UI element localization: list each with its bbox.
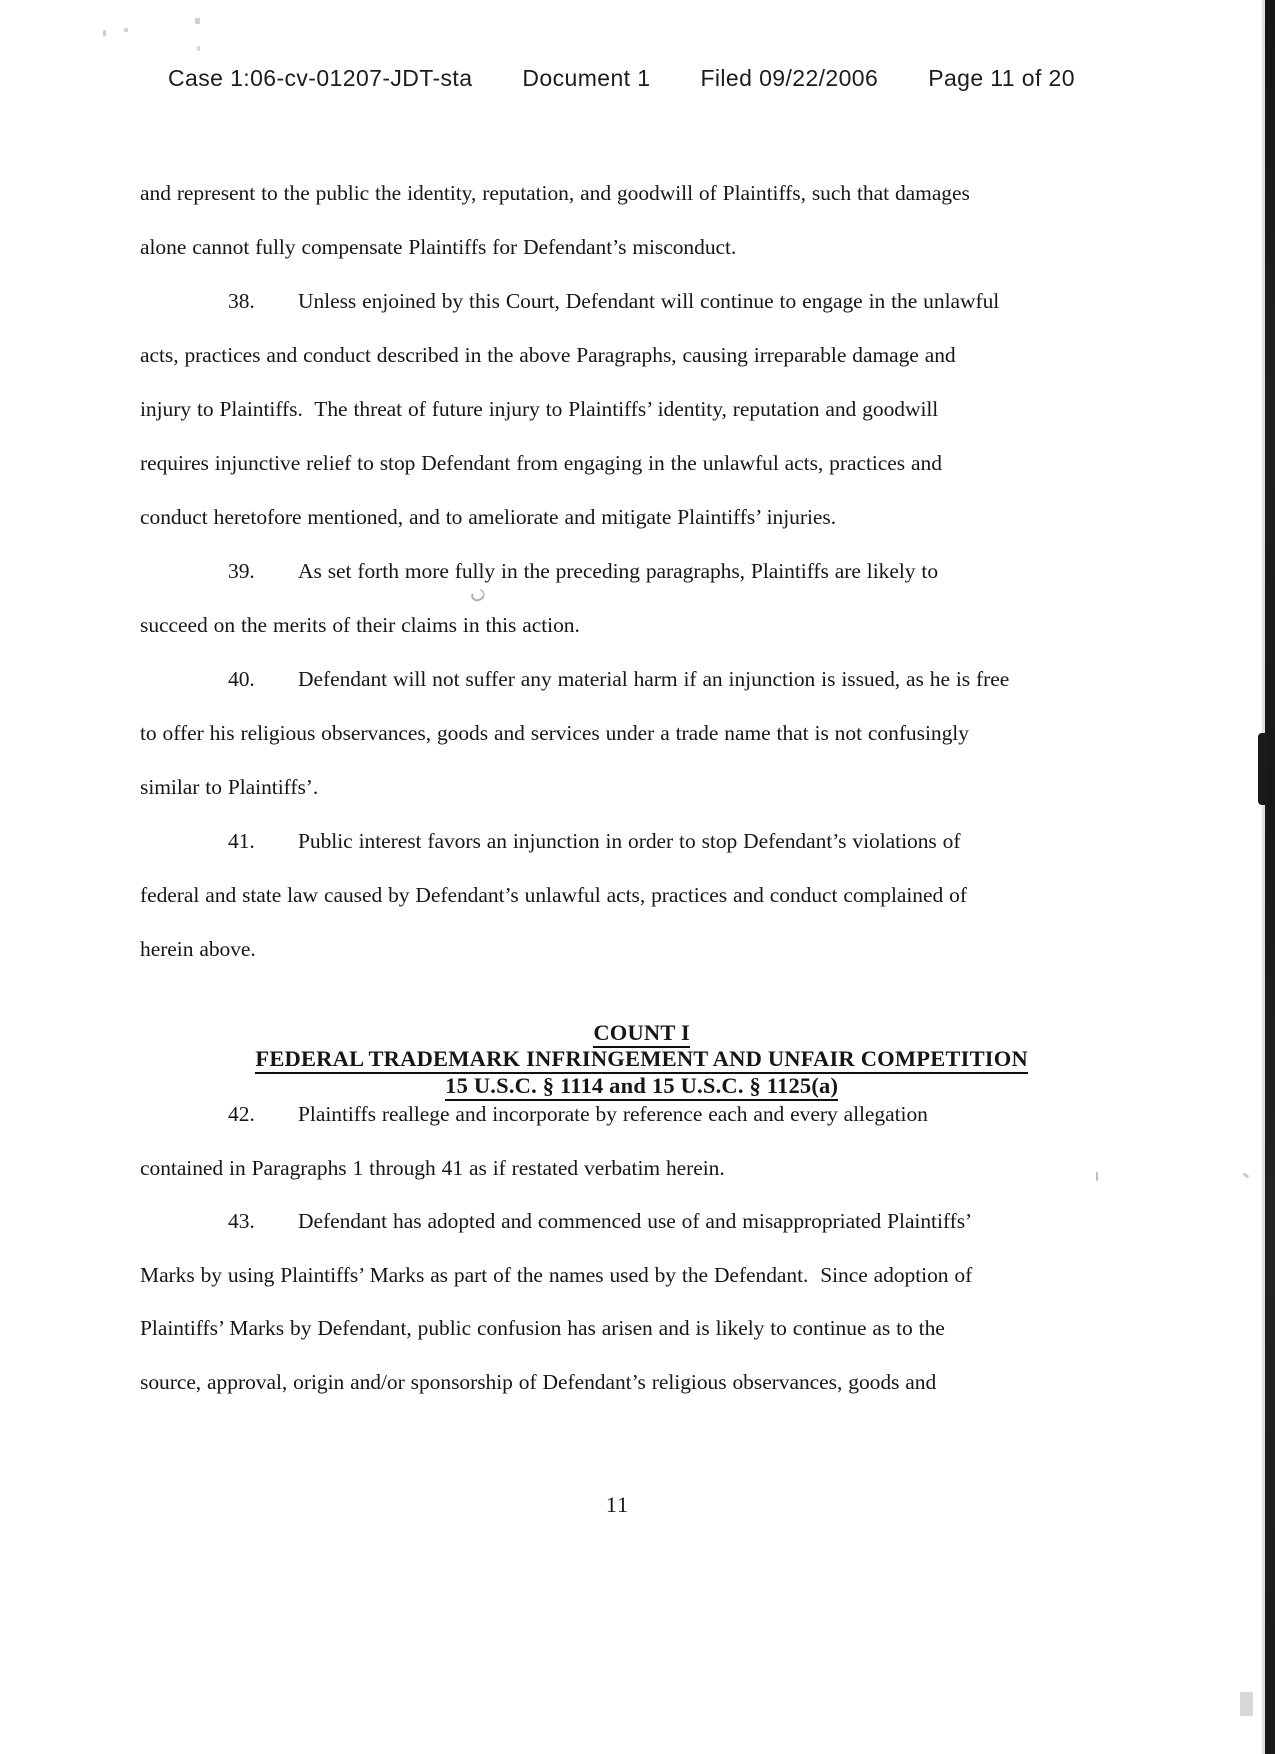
count-heading-claim: FEDERAL TRADEMARK INFRINGEMENT AND UNFAIR COMPETITION xyxy=(255,1046,1028,1074)
paragraph-text: Unless enjoined by this Court, Defendant will continue to engage in the unlawful xyxy=(298,289,1000,313)
paragraph-text: and represent to the public the identity, reputation, and goodwill of Plaintiffs, such that damages xyxy=(140,181,970,205)
paragraph-text: to offer his religious observances, goods and services under a trade name that is not confusingly xyxy=(140,721,969,745)
paragraph-first-line xyxy=(140,1088,1150,1142)
scan-edge-blob xyxy=(1258,733,1268,805)
scan-speck xyxy=(195,18,200,24)
page-number: 11 xyxy=(605,1492,630,1517)
paragraph-text: injury to Plaintiffs. The threat of future injury to Plaintiffs’ identity, reputation and goodwill xyxy=(140,397,939,421)
body-text-block-1 xyxy=(140,166,1150,976)
paragraph-text: acts, practices and conduct described in the above Paragraphs, causing irreparable damage and xyxy=(140,343,956,367)
paragraph-number: 38. xyxy=(228,289,255,313)
paragraph-text: source, approval, origin and/or sponsorship of Defendant’s religious observances, goods and xyxy=(140,1369,937,1394)
count-heading-statute-cite: 15 U.S.C. § 1114 and 15 U.S.C. § 1125(a) xyxy=(445,1073,838,1101)
paragraph-text: requires injunctive relief to stop Defendant from engaging in the unlawful acts, practices and xyxy=(140,451,942,475)
scan-speck xyxy=(124,28,128,32)
paragraph-text: contained in Paragraphs 1 through 41 as if restated verbatim herein. xyxy=(140,1155,725,1180)
paragraph-line xyxy=(140,220,1150,274)
paragraph-first-line xyxy=(140,544,1150,598)
paragraph-line xyxy=(140,1356,1150,1410)
paragraph-line xyxy=(140,382,1150,436)
paragraph-text: As set forth more fully in the preceding paragraphs, Plaintiffs are likely to xyxy=(298,559,939,583)
scan-speck xyxy=(197,46,200,51)
header-document-number: Document 1 xyxy=(522,65,651,91)
scan-edge-band xyxy=(1265,0,1275,1754)
paragraph-first-line xyxy=(140,274,1150,328)
paragraph-line xyxy=(140,328,1150,382)
paragraph-text: Defendant will not suffer any material harm if an injunction is issued, as he is free xyxy=(298,667,1010,691)
paragraph-line xyxy=(140,436,1150,490)
scan-speck xyxy=(1243,1173,1250,1179)
scan-speck xyxy=(1240,1692,1253,1716)
paragraph-number: 42. xyxy=(228,1102,255,1126)
paragraph-line xyxy=(140,598,1150,652)
paragraph-number: 41. xyxy=(228,829,255,853)
paragraph-text: alone cannot fully compensate Plaintiffs for Defendant’s misconduct. xyxy=(140,235,737,259)
paragraph-text: Marks by using Plaintiffs’ Marks as part of the names used by the Defendant. Since adoption of xyxy=(140,1262,973,1287)
paragraph-number: 43. xyxy=(228,1209,255,1233)
paragraph-first-line xyxy=(140,814,1150,868)
body-text-block-2 xyxy=(140,1088,1150,1409)
header-case-number: Case 1:06-cv-01207-JDT-sta xyxy=(168,65,473,91)
header-filed-date: Filed 09/22/2006 xyxy=(700,65,879,91)
paragraph-line xyxy=(140,760,1150,814)
paragraph-line xyxy=(140,922,1150,976)
paragraph-text: Public interest favors an injunction in order to stop Defendant’s violations of xyxy=(298,829,961,853)
count-heading-title: COUNT I xyxy=(593,1020,690,1048)
paragraph-text: herein above. xyxy=(140,937,256,961)
paragraph-number: 40. xyxy=(228,667,255,691)
scan-speck xyxy=(103,30,106,36)
paragraph-line xyxy=(140,706,1150,760)
paragraph-number: 39. xyxy=(228,559,255,583)
court-filing-header xyxy=(168,64,1075,92)
header-page-indicator: Page 11 of 20 xyxy=(928,65,1075,91)
paragraph-text: conduct heretofore mentioned, and to ameliorate and mitigate Plaintiffs’ injuries. xyxy=(140,505,837,529)
paragraph-line xyxy=(140,1142,1150,1196)
paragraph-line xyxy=(140,166,1150,220)
paragraph-first-line xyxy=(140,652,1150,706)
paragraph-line xyxy=(140,1302,1150,1356)
paragraph-text: succeed on the merits of their claims in this action. xyxy=(140,613,580,637)
paragraph-first-line xyxy=(140,1195,1150,1249)
paragraph-line xyxy=(140,490,1150,544)
paragraph-line xyxy=(140,868,1150,922)
paragraph-line xyxy=(140,1249,1150,1303)
paragraph-text: Plaintiffs reallege and incorporate by reference each and every allegation xyxy=(298,1102,928,1126)
paragraph-text: Defendant has adopted and commenced use of and misappropriated Plaintiffs’ xyxy=(298,1209,973,1233)
paragraph-text: Plaintiffs’ Marks by Defendant, public confusion has arisen and is likely to continue as to the xyxy=(140,1316,945,1340)
paragraph-text: similar to Plaintiffs’. xyxy=(140,775,319,799)
scan-speck xyxy=(1096,1172,1098,1181)
paragraph-text: federal and state law caused by Defendant’s unlawful acts, practices and conduct complained of xyxy=(140,883,967,907)
